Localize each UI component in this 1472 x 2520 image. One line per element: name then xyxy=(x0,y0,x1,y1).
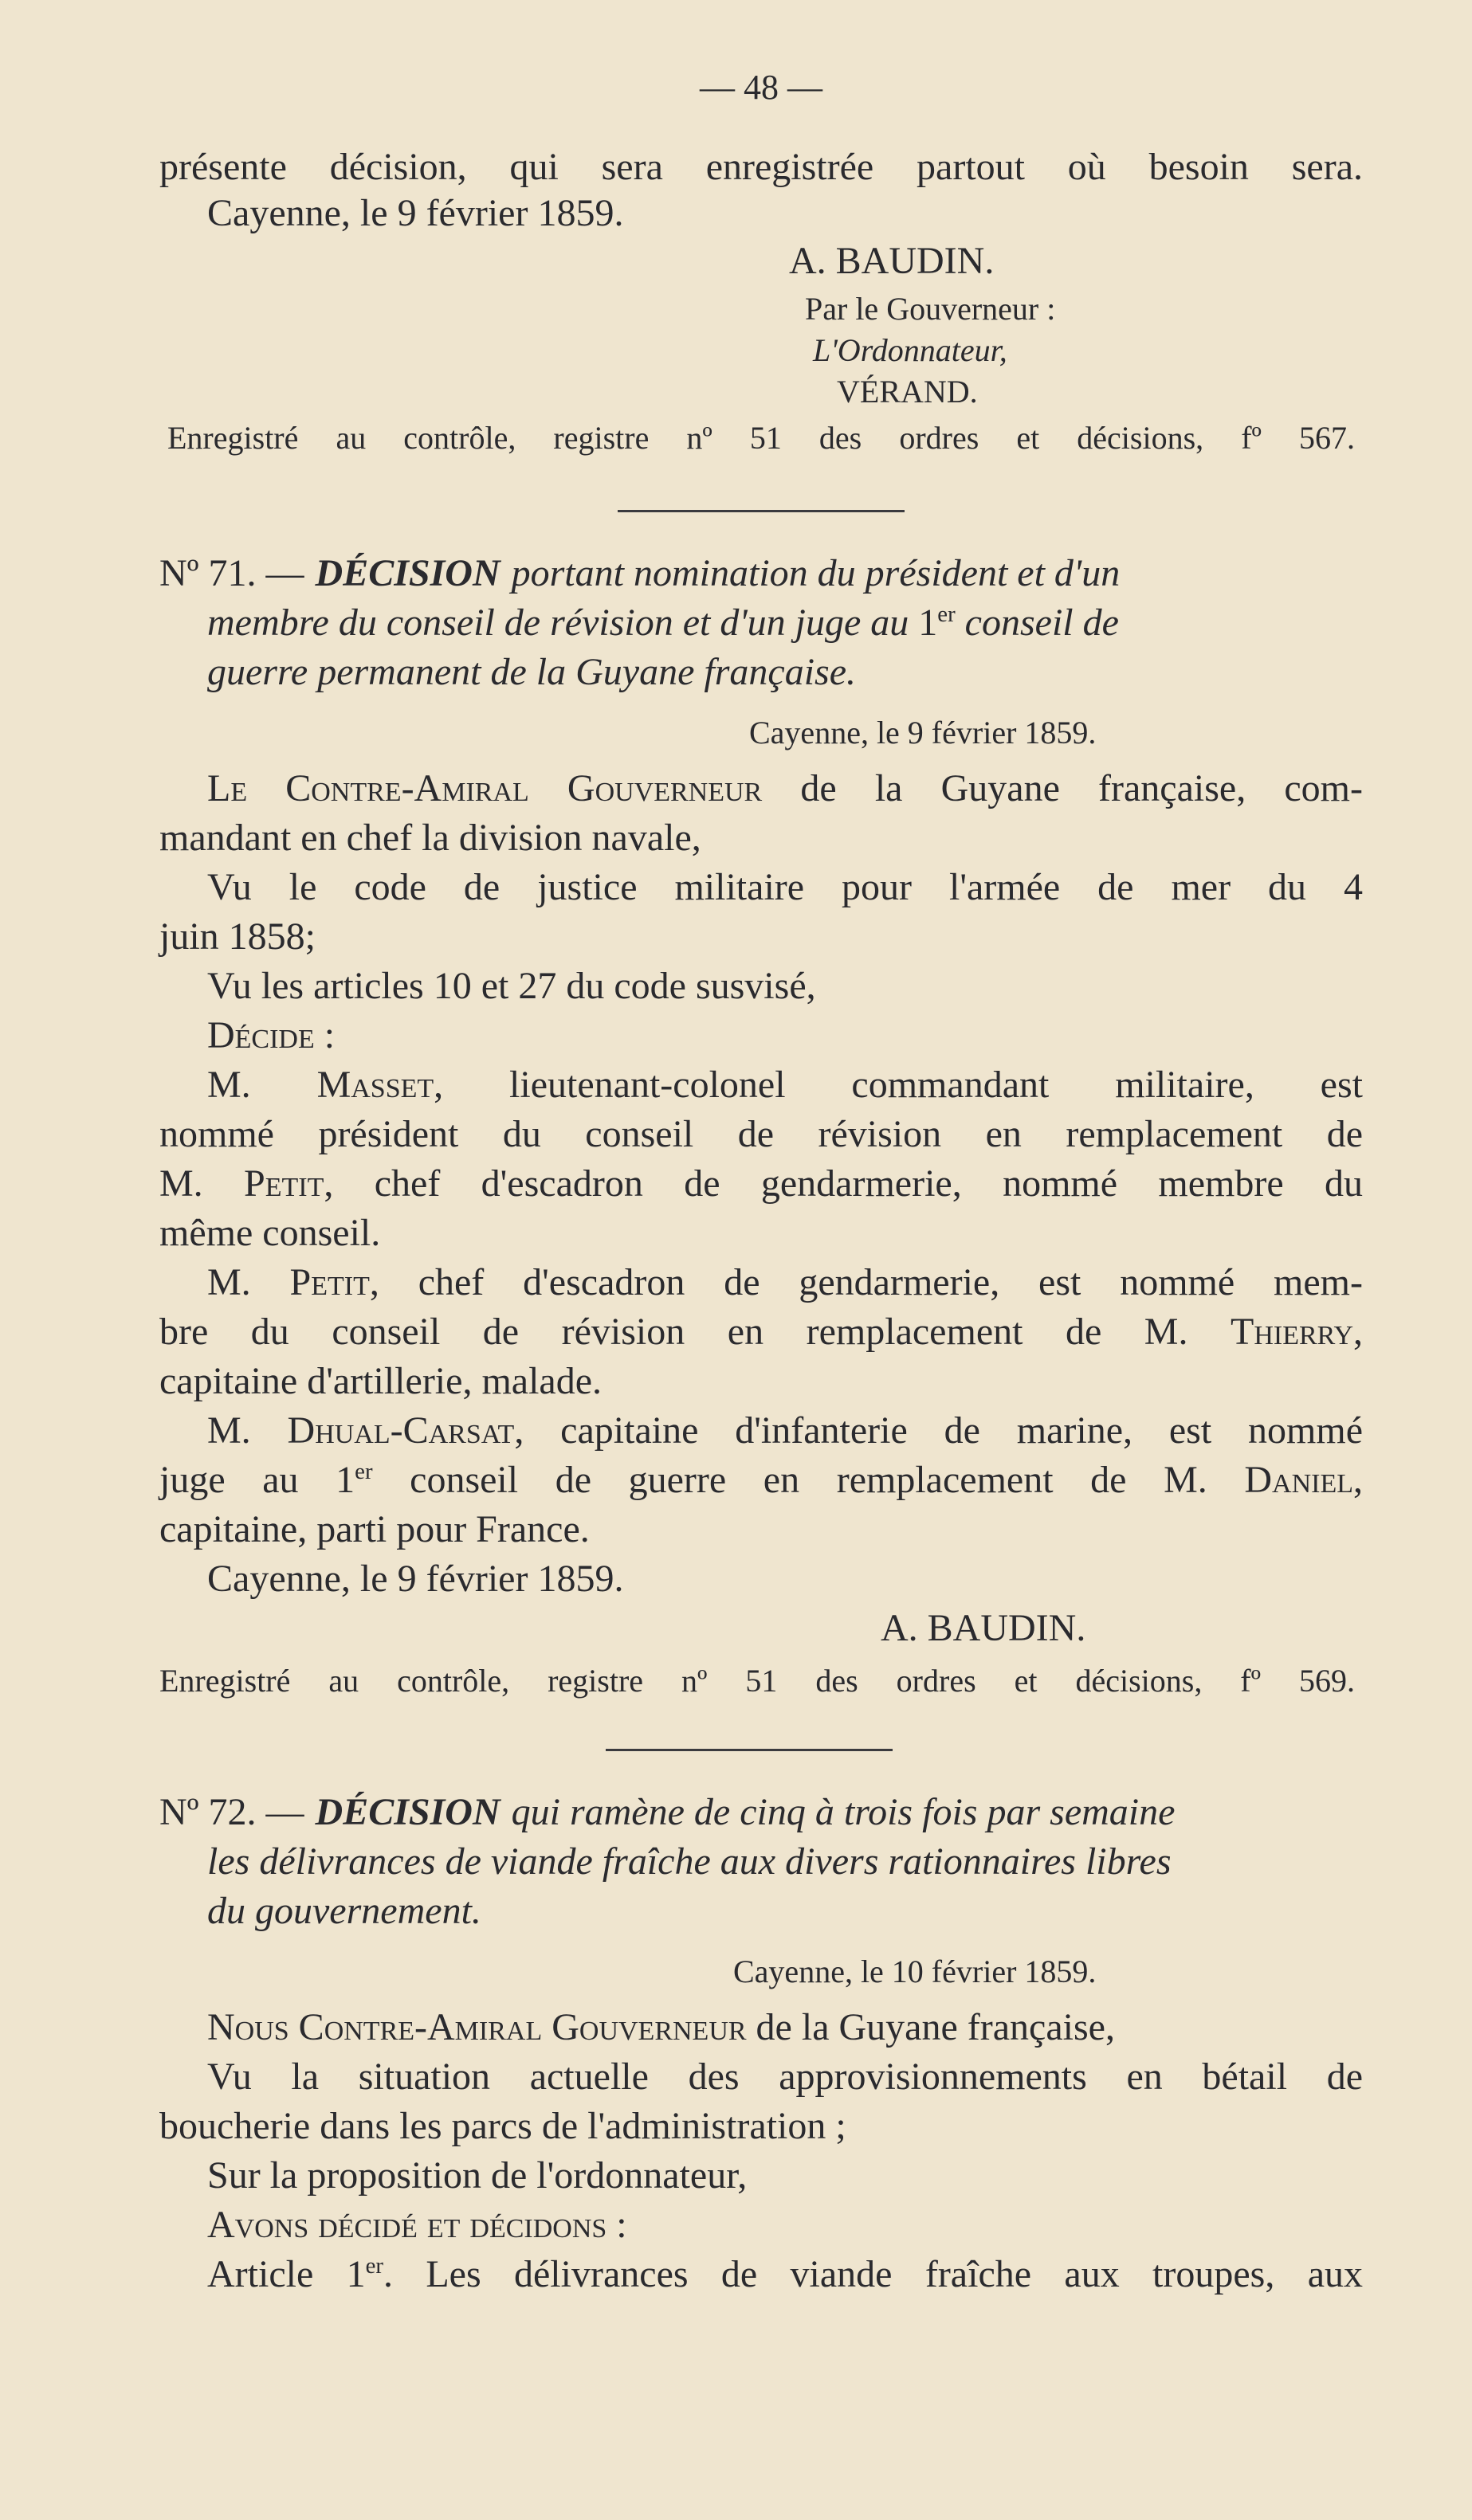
text: Thierry xyxy=(1231,1311,1354,1353)
text: M. xyxy=(207,1409,251,1452)
decision-title: DÉCISION xyxy=(315,1791,500,1833)
separator-rule xyxy=(606,1749,893,1751)
text: Petit xyxy=(289,1261,370,1303)
text: de la Guyane française, xyxy=(756,2006,1115,2048)
text: Petit xyxy=(244,1162,324,1205)
decision-heading: les délivrances de viande fraîche aux divers rationnaires libres xyxy=(207,1840,1172,1883)
text-line: Cayenne, le 9 février 1859. xyxy=(207,192,624,234)
text-line xyxy=(159,1160,1363,1208)
text-line xyxy=(207,2004,1115,2052)
text-line: Décide : xyxy=(207,1014,336,1056)
decision-title: DÉCISION xyxy=(315,552,500,594)
document-page xyxy=(159,64,1363,2454)
text: conseil de guerre en remplacement de M. xyxy=(410,1459,1207,1501)
text xyxy=(1244,1459,1363,1501)
decision-heading xyxy=(159,1789,1363,1836)
text-line: Sur la proposition de l'ordonnateur, xyxy=(207,2154,748,2197)
text: M. xyxy=(159,1162,203,1205)
text-line: Avons décidé et décidons : xyxy=(207,2204,627,2246)
text: de la Guyane française, com- xyxy=(800,767,1363,809)
text-line xyxy=(207,1061,1363,1109)
decision-heading xyxy=(159,550,1363,598)
text: membre du conseil de révision et d'un juge au xyxy=(207,602,909,644)
text xyxy=(207,2253,1363,2295)
text-line xyxy=(159,1308,1363,1356)
signature: A. BAUDIN. xyxy=(881,1607,1086,1649)
text: , capitaine d'infanterie de marine, est nommé xyxy=(514,1409,1363,1452)
text-line: nommé président du conseil de révision en remplacement de xyxy=(159,1113,1363,1155)
text-line xyxy=(207,2251,1363,2299)
signature: A. BAUDIN. xyxy=(789,240,995,282)
page-number: — 48 — xyxy=(700,68,822,107)
signature: VÉRAND. xyxy=(837,374,978,410)
text xyxy=(159,1459,373,1501)
text-line xyxy=(207,1407,1363,1455)
decision-number: Nº 71. — xyxy=(159,552,304,594)
text-line xyxy=(207,1259,1363,1307)
text-line: Par le Gouverneur : xyxy=(805,291,1056,327)
text-line: même conseil. xyxy=(159,1212,381,1254)
text: , lieutenant-colonel commandant militaire, est xyxy=(434,1064,1364,1106)
decision-subject: portant nomination du président et d'un xyxy=(511,552,1121,594)
text: Masset xyxy=(316,1064,434,1106)
text: Le Contre-Amiral Gouverneur xyxy=(207,767,763,809)
decision-number: Nº 72. — xyxy=(159,1791,304,1833)
text: Dhual-Carsat xyxy=(287,1409,515,1452)
text: , chef d'escadron de gendarmerie, nommé membre du xyxy=(324,1162,1363,1205)
registry-note: Enregistré au contrôle, registre nº 51 des ordres et décisions, fº 567. xyxy=(167,420,1355,456)
text: M. xyxy=(207,1261,251,1303)
registry-note: Enregistré au contrôle, registre nº 51 des ordres et décisions, fº 569. xyxy=(159,1663,1355,1699)
text-line: mandant en chef la division navale, xyxy=(159,817,701,859)
text-line: présente décision, qui sera enregistrée partout où besoin sera. xyxy=(159,146,1363,188)
superscript: er xyxy=(365,2253,383,2279)
text: Nous Contre-Amiral Gouverneur xyxy=(207,2006,747,2048)
text: Article 1 xyxy=(207,2253,366,2295)
text-line: capitaine d'artillerie, malade. xyxy=(159,1360,603,1402)
text-line: Vu le code de justice militaire pour l'armée de mer du 4 xyxy=(207,866,1363,908)
decision-heading xyxy=(207,599,1119,647)
decision-heading: guerre permanent de la Guyane française. xyxy=(207,651,857,693)
date-line: Cayenne, le 9 février 1859. xyxy=(207,1558,624,1600)
text-line: juin 1858; xyxy=(159,915,316,958)
text: M. xyxy=(207,1064,251,1106)
text: , xyxy=(1353,1459,1364,1501)
text: . Les délivrances de viande fraîche aux troupes, aux xyxy=(383,2253,1364,2295)
date-line: Cayenne, le 10 février 1859. xyxy=(733,1954,1097,1989)
separator-rule xyxy=(618,510,905,512)
text-line xyxy=(207,765,1363,813)
text: Daniel xyxy=(1244,1459,1354,1501)
text-line: boucherie dans les parcs de l'administration ; xyxy=(159,2105,846,2147)
text-line: Vu les articles 10 et 27 du code susvisé, xyxy=(207,965,816,1007)
text-line: L'Ordonnateur, xyxy=(813,332,1007,368)
text: bre du conseil de révision en remplacement de M. xyxy=(159,1311,1188,1353)
text: conseil de xyxy=(964,602,1119,644)
text-line xyxy=(159,1456,1363,1504)
superscript: er xyxy=(355,1459,373,1484)
text: , chef d'escadron de gendarmerie, est nommé mem- xyxy=(369,1261,1363,1303)
date-line: Cayenne, le 9 février 1859. xyxy=(749,715,1097,751)
decision-subject: qui ramène de cinq à trois fois par semaine xyxy=(511,1791,1176,1833)
superscript: er xyxy=(937,602,956,627)
ordinal: 1er xyxy=(918,602,956,644)
text: juge au 1 xyxy=(159,1459,355,1501)
text-line: Vu la situation actuelle des approvisionnements en bétail de xyxy=(207,2056,1363,2098)
decision-heading: du gouvernement. xyxy=(207,1890,481,1932)
text-line: capitaine, parti pour France. xyxy=(159,1508,590,1550)
text: , xyxy=(1353,1311,1364,1353)
